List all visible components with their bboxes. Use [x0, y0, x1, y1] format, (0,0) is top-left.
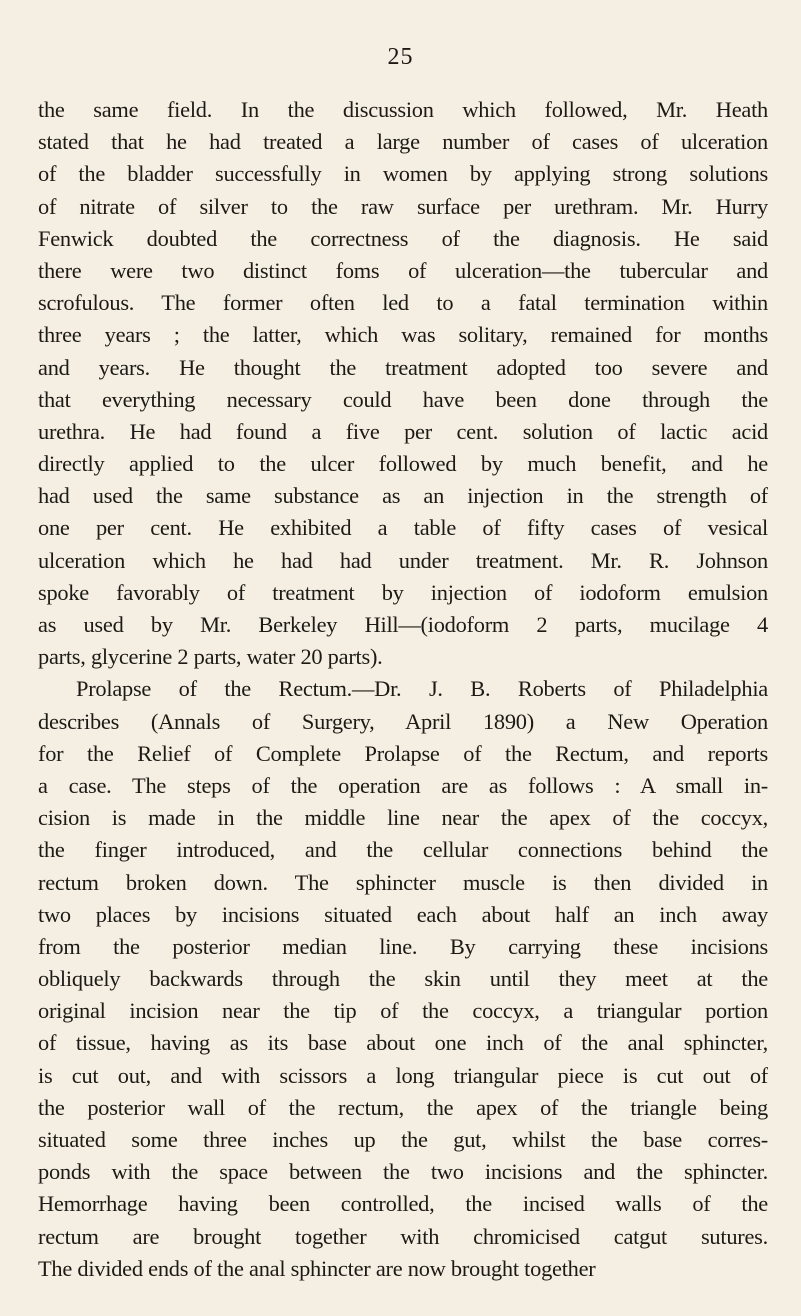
text-line: there were two distinct foms of ulceration—the tubercular and: [38, 257, 768, 283]
text-line: situated some three inches up the gut, whilst the base corres-: [38, 1127, 768, 1152]
text-line: spoke favorably of treatment by injection of iodoform emulsion: [38, 579, 768, 605]
text-line: rectum are brought together with chromicised catgut sutures.: [38, 1223, 768, 1249]
text-line: cision is made in the middle line near the apex of the coccyx,: [38, 805, 768, 831]
text-line: The divided ends of the anal sphincter are now brought together: [38, 1255, 596, 1281]
text-line: the same field. In the discussion which followed, Mr. Heath: [38, 97, 768, 122]
text-line: stated that he had treated a large number of cases of ulceration: [38, 129, 768, 155]
text-line: ulceration which he had had under treatment. Mr. R. Johnson: [38, 547, 768, 573]
text-line: of tissue, having as its base about one inch of the anal sphincter,: [38, 1030, 768, 1056]
text-line: Prolapse of the Rectum.—Dr. J. B. Roberts of Philadelphia: [76, 676, 768, 702]
text-line: Fenwick doubted the correctness of the diagnosis. He said: [38, 225, 768, 251]
text-line: of nitrate of silver to the raw surface per urethram. Mr. Hurry: [38, 193, 768, 219]
text-line: from the posterior median line. By carrying these incisions: [38, 933, 768, 959]
text-line: describes (Annals of Surgery, April 1890) a New Operation: [38, 708, 768, 734]
text-line: obliquely backwards through the skin until they meet at the: [38, 966, 768, 992]
text-line: urethra. He had found a five per cent. solution of lactic acid: [38, 418, 768, 444]
text-line: that everything necessary could have been done through the: [38, 386, 768, 412]
text-line: of the bladder successfully in women by applying strong solutions: [38, 161, 768, 187]
text-line: is cut out, and with scissors a long triangular piece is cut out of: [38, 1062, 768, 1088]
text-line: rectum broken down. The sphincter muscle is then divided in: [38, 869, 768, 895]
text-line: as used by Mr. Berkeley Hill—(iodoform 2 parts, mucilage 4: [38, 612, 768, 637]
text-line: the finger introduced, and the cellular connections behind the: [38, 837, 768, 863]
text-line: had used the same substance as an injection in the strength of: [38, 483, 768, 509]
text-line: ponds with the space between the two incisions and the sphincter.: [38, 1159, 768, 1185]
text-line: two places by incisions situated each about half an inch away: [38, 901, 768, 927]
text-line: the posterior wall of the rectum, the apex of the triangle being: [38, 1094, 768, 1120]
text-line: Hemorrhage having been controlled, the incised walls of the: [38, 1191, 768, 1217]
page-number: 25: [387, 44, 414, 70]
text-line: parts, glycerine 2 parts, water 20 parts).: [38, 644, 383, 670]
text-line: three years ; the latter, which was solitary, remained for months: [38, 322, 768, 348]
text-line: scrofulous. The former often led to a fatal termination within: [38, 290, 768, 316]
body-text: [38, 94, 768, 1285]
text-line: and years. He thought the treatment adopted too severe and: [38, 354, 768, 380]
text-line: for the Relief of Complete Prolapse of the Rectum, and reports: [38, 740, 768, 766]
text-line: original incision near the tip of the coccyx, a triangular portion: [38, 998, 768, 1024]
text-line: one per cent. He exhibited a table of fifty cases of vesical: [38, 515, 768, 541]
text-line: a case. The steps of the operation are as follows : A small in-: [38, 772, 768, 798]
text-line: directly applied to the ulcer followed by much benefit, and he: [38, 451, 768, 477]
